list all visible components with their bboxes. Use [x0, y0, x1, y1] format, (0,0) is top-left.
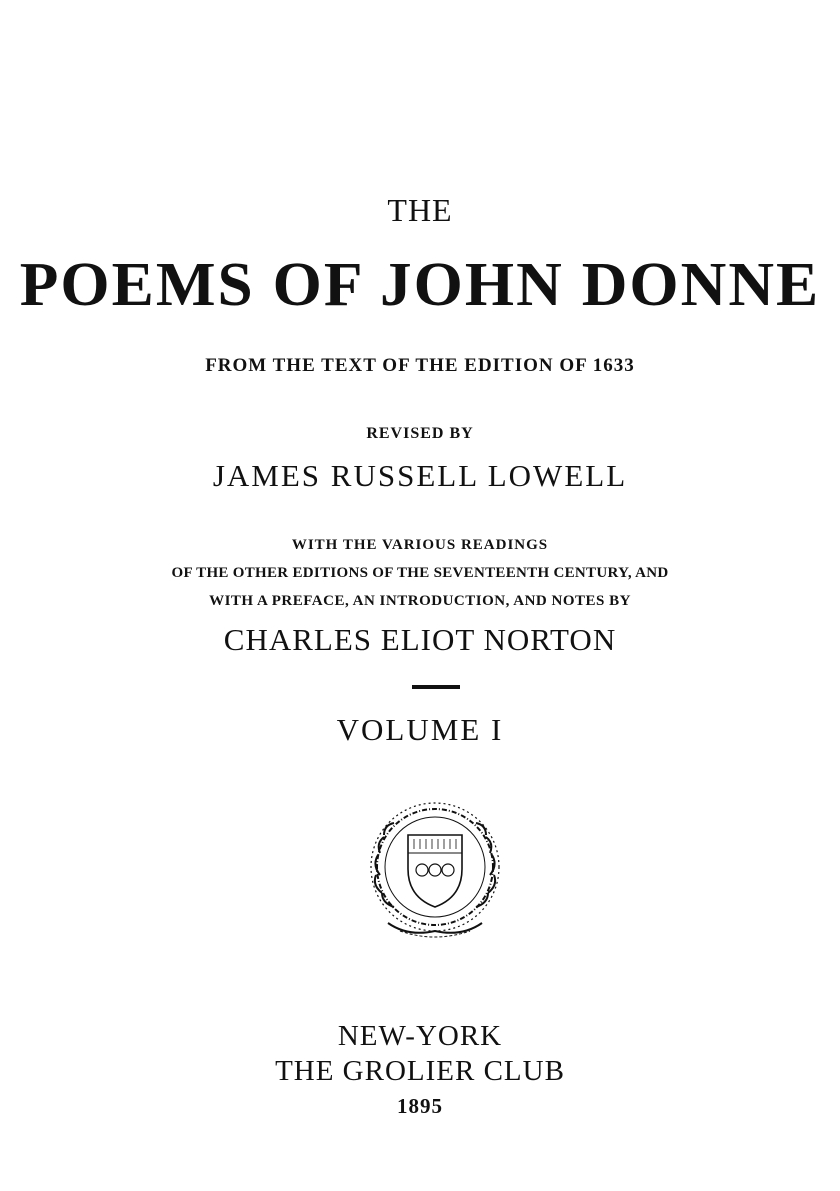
readings-line-2: OF THE OTHER EDITIONS OF THE SEVENTEENTH CENTURY, AND	[171, 565, 669, 581]
title-article: THE	[387, 192, 453, 228]
editor-name: CHARLES ELIOT NORTON	[223, 622, 617, 657]
book-title: POEMS OF JOHN DONNE	[19, 251, 821, 319]
imprint-year: 1895	[397, 1094, 443, 1118]
imprint-publisher: THE GROLIER CLUB	[275, 1055, 565, 1087]
readings-line-3: WITH A PREFACE, AN INTRODUCTION, AND NOTES BY	[209, 593, 631, 609]
reviser-name: JAMES RUSSELL LOWELL	[212, 458, 628, 493]
readings-line-1: WITH THE VARIOUS READINGS	[291, 537, 549, 553]
grolier-club-seal-icon	[360, 795, 510, 945]
volume-label: VOLUME I	[336, 712, 504, 747]
imprint-city: NEW-YORK	[337, 1020, 503, 1052]
revised-by-label: REVISED BY	[366, 425, 474, 442]
divider-rule	[412, 685, 460, 689]
source-edition-line: FROM THE TEXT OF THE EDITION OF 1633	[205, 355, 635, 376]
